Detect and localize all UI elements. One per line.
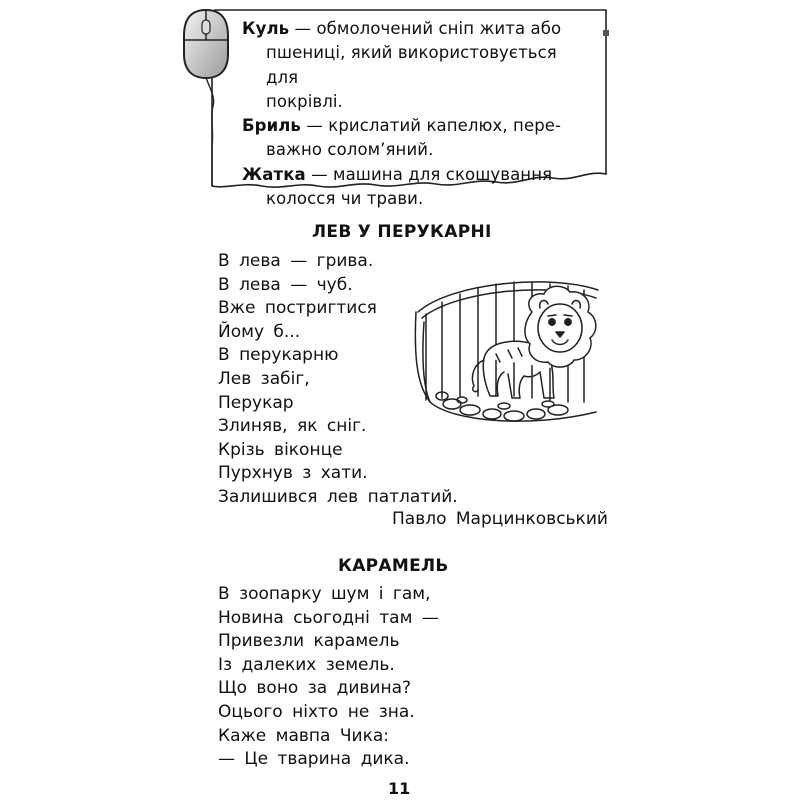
poem-lines bbox=[218, 583, 439, 772]
poem-line: Що воно за дивина? bbox=[218, 678, 412, 699]
poem-line: Оцього ніхто не зна. bbox=[218, 701, 415, 722]
computer-mouse-icon bbox=[178, 6, 234, 82]
poem-line: — Це тварина дика. bbox=[218, 749, 410, 770]
glossary-definition: — крислатий капелюх, пере- bbox=[300, 116, 562, 136]
glossary-term: Жатка bbox=[242, 164, 306, 184]
glossary-definition: пшениці, який використовується для bbox=[266, 43, 557, 87]
glossary-term: Куль bbox=[242, 19, 290, 38]
lion-in-cage-illustration bbox=[412, 272, 604, 434]
poem-line: Каже мавпа Чика: bbox=[218, 725, 389, 746]
poem-line: В лева — чуб. bbox=[218, 274, 353, 295]
glossary-entry-kul bbox=[242, 17, 578, 41]
poem-line: Йому б... bbox=[218, 321, 301, 342]
poem-line: Перукар bbox=[218, 392, 294, 413]
poem-line: Новина сьогодні там — bbox=[218, 607, 439, 628]
page-number: 11 bbox=[388, 779, 411, 798]
glossary-definition: колосся чи трави. bbox=[266, 189, 424, 209]
poem-line: Вже постригтися bbox=[218, 298, 377, 319]
poem-line: Із далеких земель. bbox=[218, 654, 395, 675]
poem-line: В зоопарку шум і гам, bbox=[218, 584, 431, 604]
poem-line: Злиняв, як сніг. bbox=[218, 416, 367, 437]
poem-line: Лев забіг, bbox=[218, 368, 310, 389]
poem-line: Привезли карамель bbox=[218, 631, 400, 652]
poem-line: В лева — грива. bbox=[218, 251, 374, 271]
glossary-box bbox=[178, 6, 610, 209]
poem-line: Пурхнув з хати. bbox=[218, 463, 368, 484]
poem-line: В перукарню bbox=[218, 345, 339, 366]
poem-line: Залишився лев патлатий. bbox=[218, 486, 458, 507]
glossary-definition: покрівлі. bbox=[266, 91, 343, 111]
glossary-entry-bryl bbox=[242, 114, 578, 138]
poem-title: КАРАМЕЛЬ bbox=[338, 556, 449, 576]
glossary-term: Бриль bbox=[242, 116, 301, 136]
glossary-definition: важно солом’яний. bbox=[266, 140, 434, 160]
poem-line: Крізь віконце bbox=[218, 439, 343, 460]
glossary-definition: — машина для скошування bbox=[305, 164, 553, 184]
glossary-text bbox=[242, 17, 578, 211]
poem-author: Павло Марцинковський bbox=[392, 509, 608, 529]
glossary-definition: — обмолочений сніп жита або bbox=[289, 19, 562, 38]
glossary-entry-zhatka bbox=[242, 163, 578, 187]
poem-title: ЛЕВ У ПЕРУКАРНІ bbox=[312, 222, 492, 242]
